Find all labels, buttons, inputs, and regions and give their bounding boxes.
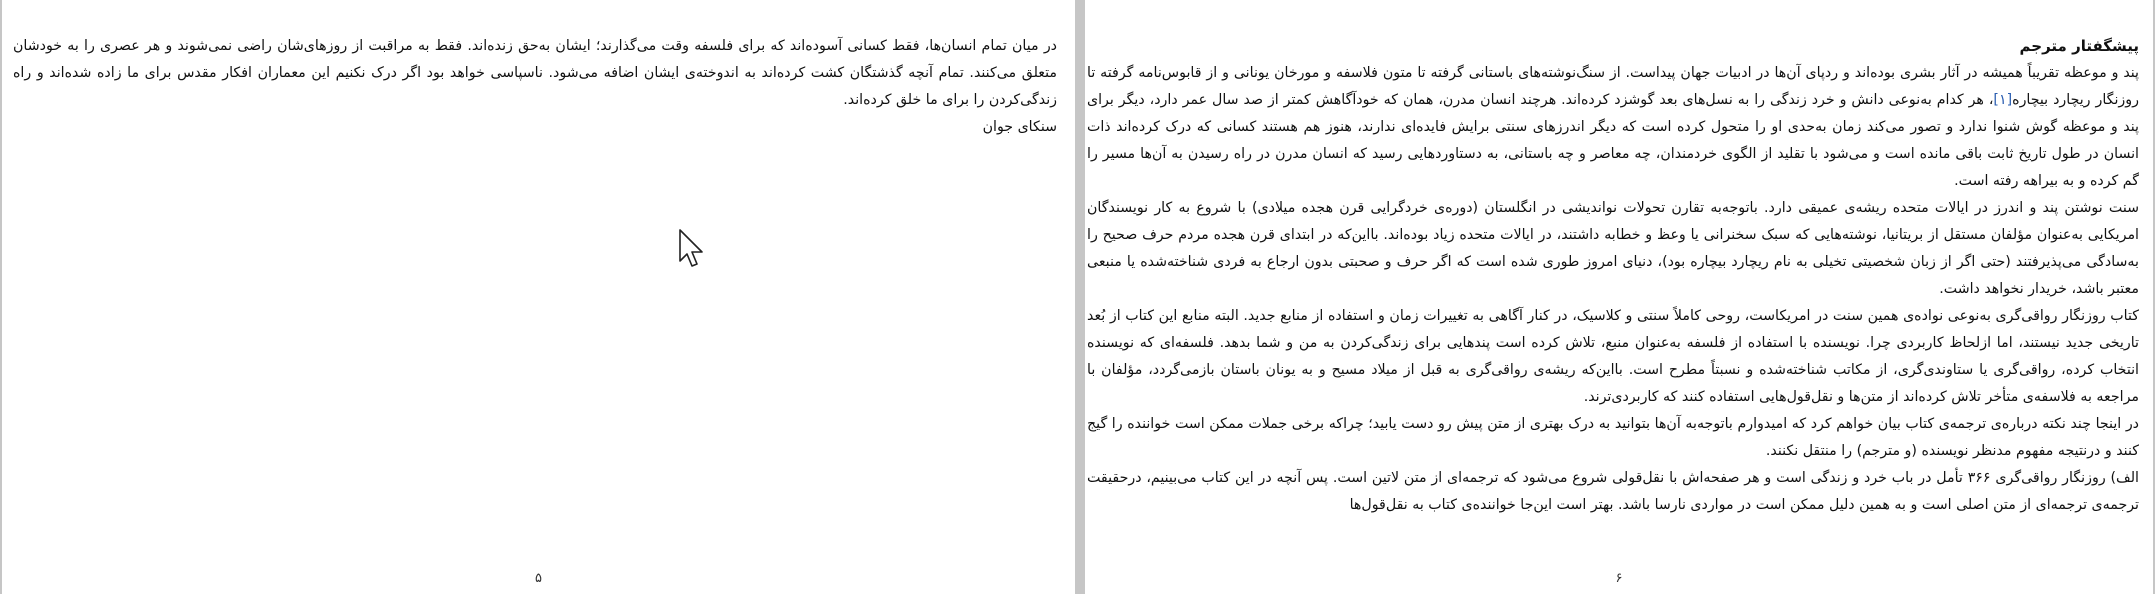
arrow-cursor-icon: [677, 228, 705, 270]
section-heading: پیشگفتار مترجم: [2019, 37, 2139, 55]
page-5[interactable]: [2, 0, 1075, 594]
page-5-text: [13, 33, 1057, 141]
footnote-link[interactable]: [۱]: [1993, 92, 2013, 108]
paragraph-5: الف) روزنگار رواقی‌گری ۳۶۶ تأمل در باب خرد و زندگی است و هر صفحه‌اش با نقل‌قولی شروع می‌شود که ترجمه‌ای از متن لاتین است. پس آنچه در این کتاب می‌بینیم، درحقیقت ترجمه‌ی ترجمه‌ای از متن اصلی است و به همین دلیل ممکن است در مواردی نارسا باشد. بهتر است این‌جا خواننده‌ی کتاب به نقل‌قول‌ها: [1087, 470, 2139, 513]
paragraph-4: در اینجا چند نکته درباره‌ی ترجمه‌ی کتاب بیان خواهم کرد که امیدوارم باتوجه‌به آن‌ها بتوانید به درک بهتری از متن پیش رو دست یابید؛ چراکه برخی جملات ممکن است خواننده را گیج کنند و درنتیجه مفهوم مدنظر نویسنده (و مترجم) را منتقل نکنند.: [1087, 416, 2139, 459]
paragraph-1: [1087, 60, 2139, 195]
page-number: ۶: [1615, 571, 1623, 586]
page-6[interactable]: [1085, 0, 2153, 594]
epigraph-paragraph: در میان تمام انسان‌ها، فقط کسانی آسوده‌اند که برای فلسفه وقت می‌گذارند؛ ایشان به‌حق زنده‌اند. فقط به مراقبت از روزهای‌شان راضی نمی‌شوند و هر عصری را به خودشان متعلق می‌کنند. تمام آنچه گذشتگان کشت کرده‌اند به اندوخته‌ی ایشان اضافه می‌شود. ناسپاسی خواهد بود اگر درک نکنیم این معماران افکار مقدس برای ما زاده شده‌اند و راه زندگی‌کردن را برای ما خلق کرده‌اند.: [13, 38, 1057, 108]
page-6-text: [1087, 33, 2139, 519]
paragraph-1-end: ، هر کدام به‌نوعی دانش و خرد زندگی را به نسل‌های بعد گوشزد کرده‌اند. هرچند انسان مدرن، همان که خودآگاهش کمتر از صد سال عمر دارد، دیگر برای پند و موعظه گوش شنوا ندارد و تصور می‌کند زمان به‌حدی او را متحول کرده است که دیگر اندرزهای سنتی برایش فایده‌ای ندارند، هنوز هم هستند کسانی که درک کرده‌اند ذات انسان در طول تاریخ ثابت باقی مانده است و می‌شود با تقلید از الگوی خردمندان، چه معاصر و چه باستانی، به دستاوردهایی رسید که انسان مدرن در راه رسیدن به آن‌ها مسیر را گم کرده و به بیراهه رفته است.: [1087, 92, 2139, 189]
paragraph-2: سنت نوشتن پند و اندرز در ایالات متحده ریشه‌ی عمیقی دارد. باتوجه‌به تقارن تحولات نواندیشی در انگلستان (دوره‌ی خردگرایی قرن هجده میلادی) با شروع به کار نویسندگان امریکایی به‌عنوان مؤلفان مستقل از بریتانیا، نوشته‌هایی که سبک سخنرانی یا وعظ و خطابه داشتند، در ایالات متحده زیاد بوده‌اند. بااین‌که در ابتدای قرن هجده مردم حرف صحیح را به‌سادگی می‌پذیرفتند (حتی اگر از زبان شخصیتی تخیلی به نام ریچارد بیچاره بود)، دنیای امروز طوری شده است که اگر حرف و صحبتی بدون ارجاع به فردی شناخته‌شده یا منبعی معتبر باشد، خریدار نخواهد داشت.: [1087, 200, 2139, 297]
epigraph-signature: سنکای جوان: [982, 119, 1057, 135]
paragraph-1-start: پند و موعظه تقریباً همیشه در آثار بشری بوده‌اند و ردپای آن‌ها در ادبیات جهان پیداست. از سنگ‌نوشته‌های باستانی گرفته تا متون فلاسفه و مورخان یونانی و از قابوس‌نامه گرفته تا روزنگار ریچارد بیچاره: [1087, 65, 2139, 108]
paragraph-3: کتاب روزنگار رواقی‌گری به‌نوعی نواده‌ی همین سنت در امریکاست، روحی کاملاً سنتی و کلاسیک، در کنار آگاهی به تغییرات زمان و استفاده از منابع جدید. البته منابع این کتاب از بُعد تاریخی جدید نیستند، اما ازلحاظ کاربردی چرا. نویسنده با استفاده از فلسفه به‌عنوان منبع، تلاش کرده است پندهایی برای زندگی‌کردن به من و شما بدهد. فلسفه‌ای که نویسنده انتخاب کرده، رواقی‌گری یا ستاوندی‌گری، از مکاتب شناخته‌شده و نسبتاً مطرح است. بااین‌که ریشه‌ی رواقی‌گری به قبل از میلاد مسیح و به یونان باستان بازمی‌گردد، مؤلفان با مراجعه به فلاسفه‌ی متأخر تلاش کرده‌اند از متن‌ها و نقل‌قول‌هایی استفاده کنند که کاربردی‌ترند.: [1087, 308, 2139, 405]
page-number: ۵: [535, 571, 542, 586]
